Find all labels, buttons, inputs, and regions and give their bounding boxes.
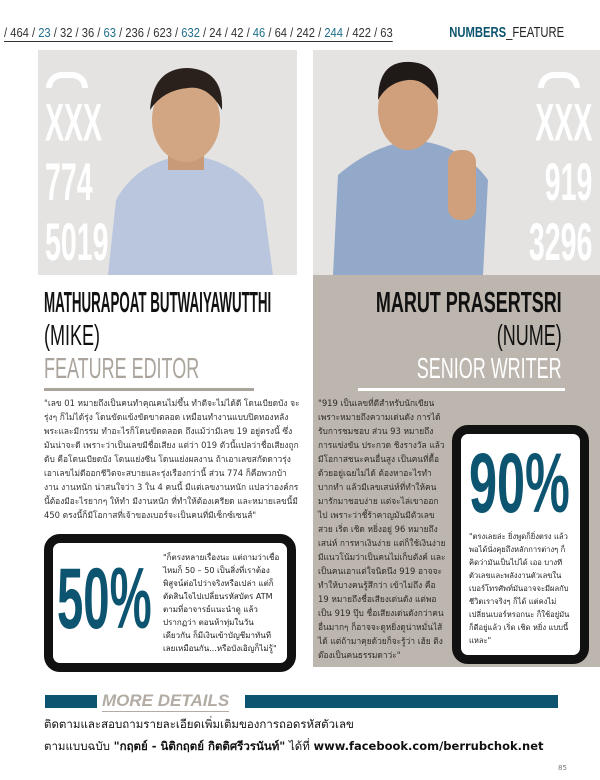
- separator: /: [171, 25, 182, 40]
- separator: /: [143, 25, 154, 40]
- divider: [358, 388, 565, 391]
- header-number: 23: [38, 25, 51, 40]
- phone-icon: [538, 72, 580, 88]
- box-quote: "ตรงเลยล่ะ ยิ่งพูดก็ยิ่งตรง แล้วพอได้นั่งคุยถึงหลักการต่างๆ ก็คิดว่ามันเป็นไปได้ เออ บางทีตัวเลขและพลังงานตัวเลขในเบอร์โทรศัพท์มันอาจจะมีผลกับชีวิตเราจริงๆ ก็ได้ แต่คงไม่เปลี่ยนเบอร์หรอกนะ ก็ใช้อยู่มันก็ดีอยู่แล้ว เริ่ด เชิด หยิ่ง แบบนี้แหละ": [469, 532, 570, 645]
- phone-part: XXX: [45, 92, 103, 152]
- percent-box-nume: [452, 425, 589, 664]
- header-number: 36: [81, 25, 95, 40]
- header-number: 623: [153, 25, 172, 40]
- separator: /: [72, 25, 82, 40]
- facebook-link[interactable]: www.facebook.com/berrubchok.net: [313, 739, 544, 753]
- header-number: 63: [103, 25, 116, 40]
- accent-bar: [245, 695, 558, 708]
- separator: /: [243, 25, 253, 40]
- phone-part: XXX: [534, 92, 592, 152]
- nickname-mike: (MIKE): [44, 320, 100, 352]
- more-details-title: MORE DETAILS: [102, 691, 230, 710]
- header-number: 63: [380, 25, 393, 40]
- header-number: 632: [181, 25, 200, 40]
- phone-part: 919: [544, 151, 592, 212]
- quote-nume: "919 เป็นเลขที่ดีสำหรับนักเขียน เพราะหมายถึงความเด่นดัง การได้รับการชมชอบ ส่วน 93 หมายถึงการแข่งขัน ประกวด ชิงรางวัล แล้วมีโอกาสชนะคนอื่นสูง เป็นคนที่ดื้อด้วยอยู่เฉยไม่ได้ ต้องหาอะไรทำบากทำ แล้วมีเลขเสน่ห์ที่ทำให้คนมารักมาชอบง่าย แต่จะไล่เขาออกไป เพราะว่าชี้ร้าคาญมันมีตัวเลขสวย เริ่ด เชิด หยิ่งอยู่ 96 หมายถึงเสน่ห์ การหาเงินง่าย แต่ก็ใช้เงินง่าย มีแนวโน้มว่าเป็นคนไม่เก็บตังค์ และเป็นคนเอาแต่ใจนิดนึง 919 อาจจะทำให้บางคนรู้สึกว่า เข้าไม่ถึง คือ 19 หมายถึงชื่อเสียงเด่นดัง แต่พอเป็น 919 ปุ๊บ ชื่อเสียงเด่นดังกว่าคนอื่นมากๆ ก็อาจจะดูหยิ่งดูน่าหมั่นไส้ได้ แต่ถ้ามาคุยด้วยก็จะรู้ว่า เฮ้ย ติงต๊องเป็นคนธรรมดาว่ะ": [318, 398, 446, 660]
- header-number: 236: [125, 25, 144, 40]
- nickname-nume: (NUME): [497, 320, 562, 352]
- phone-number: [45, 92, 108, 271]
- photo-mike: [38, 50, 297, 275]
- phone-part: 3296: [528, 211, 592, 272]
- separator: /: [314, 25, 325, 40]
- role-mike: FEATURE EDITOR: [44, 353, 200, 385]
- header-number: 42: [231, 25, 244, 40]
- number-strip: [4, 25, 456, 42]
- role-nume: SENIOR WRITER: [417, 353, 562, 385]
- percent-value: 90%: [469, 436, 570, 530]
- quote-mike: "เลข 01 หมายถึงเป็นคนทำคุณคนไม่ขึ้น ทำดีจะไม่ได้ดี โดนเบียดบัง จะรุ่งๆ ก็ไม่ได้รุ่ง โดนขัดแข้งขัดขาตลอด เหมือนทำงานแบบปิดทองหลังพระและมีกรรม ทำอะไรก็โดนขัดตลอด ถึงแม้ว่ามีเลข 19 อยู่ตรงนี้ ซึ่งมันน่าจะดี เพราะว่าเป็นเลขมีชื่อเสียง แต่ว่า 019 ตัวนี้แปลว่าชื่อเสียงถูกดับ คือโดนเบียดบัง โดนแย่งซีน โดนแย่งผลงาน ถ้าเอาเลขสกัดดาวรุ่ง เอาเลขไม่ดีออกชีวิตจะสบายและรุ่งเรืองกว่านี้ ส่วน 774 ก็คือพวกบ้างาน งานหนัก น่าสนใจว่า 3 ใน 4 คนนี้ มีแต่เลขงานหนัก แปลว่าองค์กรนี้ต้องมีอะไรยากๆ ให้ทำ มีงานหนัก ที่ทำให้ต้องเครียด และหมายเลขนี้มี 450 ตรงนี้ก็มีโอกาสที่เจ้าของเบอร์จะเป็นคนที่มีเซ็กซ์เซนส์": [44, 398, 300, 520]
- line2-mid: ได้ที่: [285, 739, 314, 753]
- percent-value: 50%: [57, 551, 152, 647]
- header-number: 32: [59, 25, 73, 40]
- section-label: [411, 24, 564, 42]
- header-number: 64: [274, 25, 288, 40]
- separator: /: [94, 25, 104, 40]
- line2-prefix: ตามแบบฉบับ: [44, 739, 114, 753]
- more-line-1: ติดตามและสอบถามรายละเอียดเพิ่มเติมของการถอดรหัสตัวเลข: [44, 717, 354, 731]
- header-number: 46: [252, 25, 266, 40]
- phone-number: [529, 92, 592, 271]
- line2-names: "กฤตย์ - นิติกฤตย์ กิตติศรีวรนันท์": [113, 739, 286, 753]
- separator: /: [199, 25, 210, 40]
- name-nume: MARUT PRASERTSRI: [376, 287, 562, 319]
- separator: /: [115, 25, 126, 40]
- separator: /: [370, 25, 381, 40]
- separator: /: [265, 25, 275, 40]
- header-number: 24: [209, 25, 222, 40]
- section-rest: _FEATURE: [506, 24, 564, 41]
- phone-part: 5019: [45, 211, 109, 272]
- section-bold: NUMBERS: [449, 24, 507, 41]
- separator: /: [287, 25, 297, 40]
- percent-box-mike: [44, 534, 296, 672]
- name-mike: MATHURAPOAT BUTWAIYAWUTTHI: [44, 287, 272, 319]
- number-strip-line: [4, 25, 393, 42]
- separator: /: [4, 25, 11, 40]
- photo-nume: [313, 50, 600, 275]
- phone-icon: [46, 72, 88, 88]
- separator: /: [221, 25, 232, 40]
- divider: [44, 388, 254, 391]
- more-line-2: [44, 736, 544, 756]
- separator: /: [28, 25, 39, 40]
- header-number: 244: [324, 25, 343, 40]
- separator: /: [342, 25, 353, 40]
- separator: /: [50, 25, 60, 40]
- page-number: 85: [558, 764, 567, 772]
- header-number: 464: [10, 25, 29, 40]
- header-number: 242: [296, 25, 315, 40]
- left-column: [44, 396, 300, 672]
- phone-part: 774: [45, 151, 93, 212]
- header-number: 422: [352, 25, 371, 40]
- box-quote: "ก็ตรงหลายเรื่องนะ แต่ถามว่าเชื่อไหมก็ 50 – 50 เป็นสิ่งที่เราต้องพิสูจน์ต่อไปว่าจริงหรือเปล่า แต่ก็ตัดสินใจไปเปลี่ยนรหัสบัตร ATM ตามที่อาจารย์แนะนำดู แล้วปรากฏว่า ตอนห้าทุ่มในวันเดียวกัน ก็มีเงินเข้าบัญชีมาทันทีเลยเหมือนกัน...หรือบังเอิญก็ไม่รู้": [163, 553, 280, 653]
- accent-bar: [45, 695, 97, 708]
